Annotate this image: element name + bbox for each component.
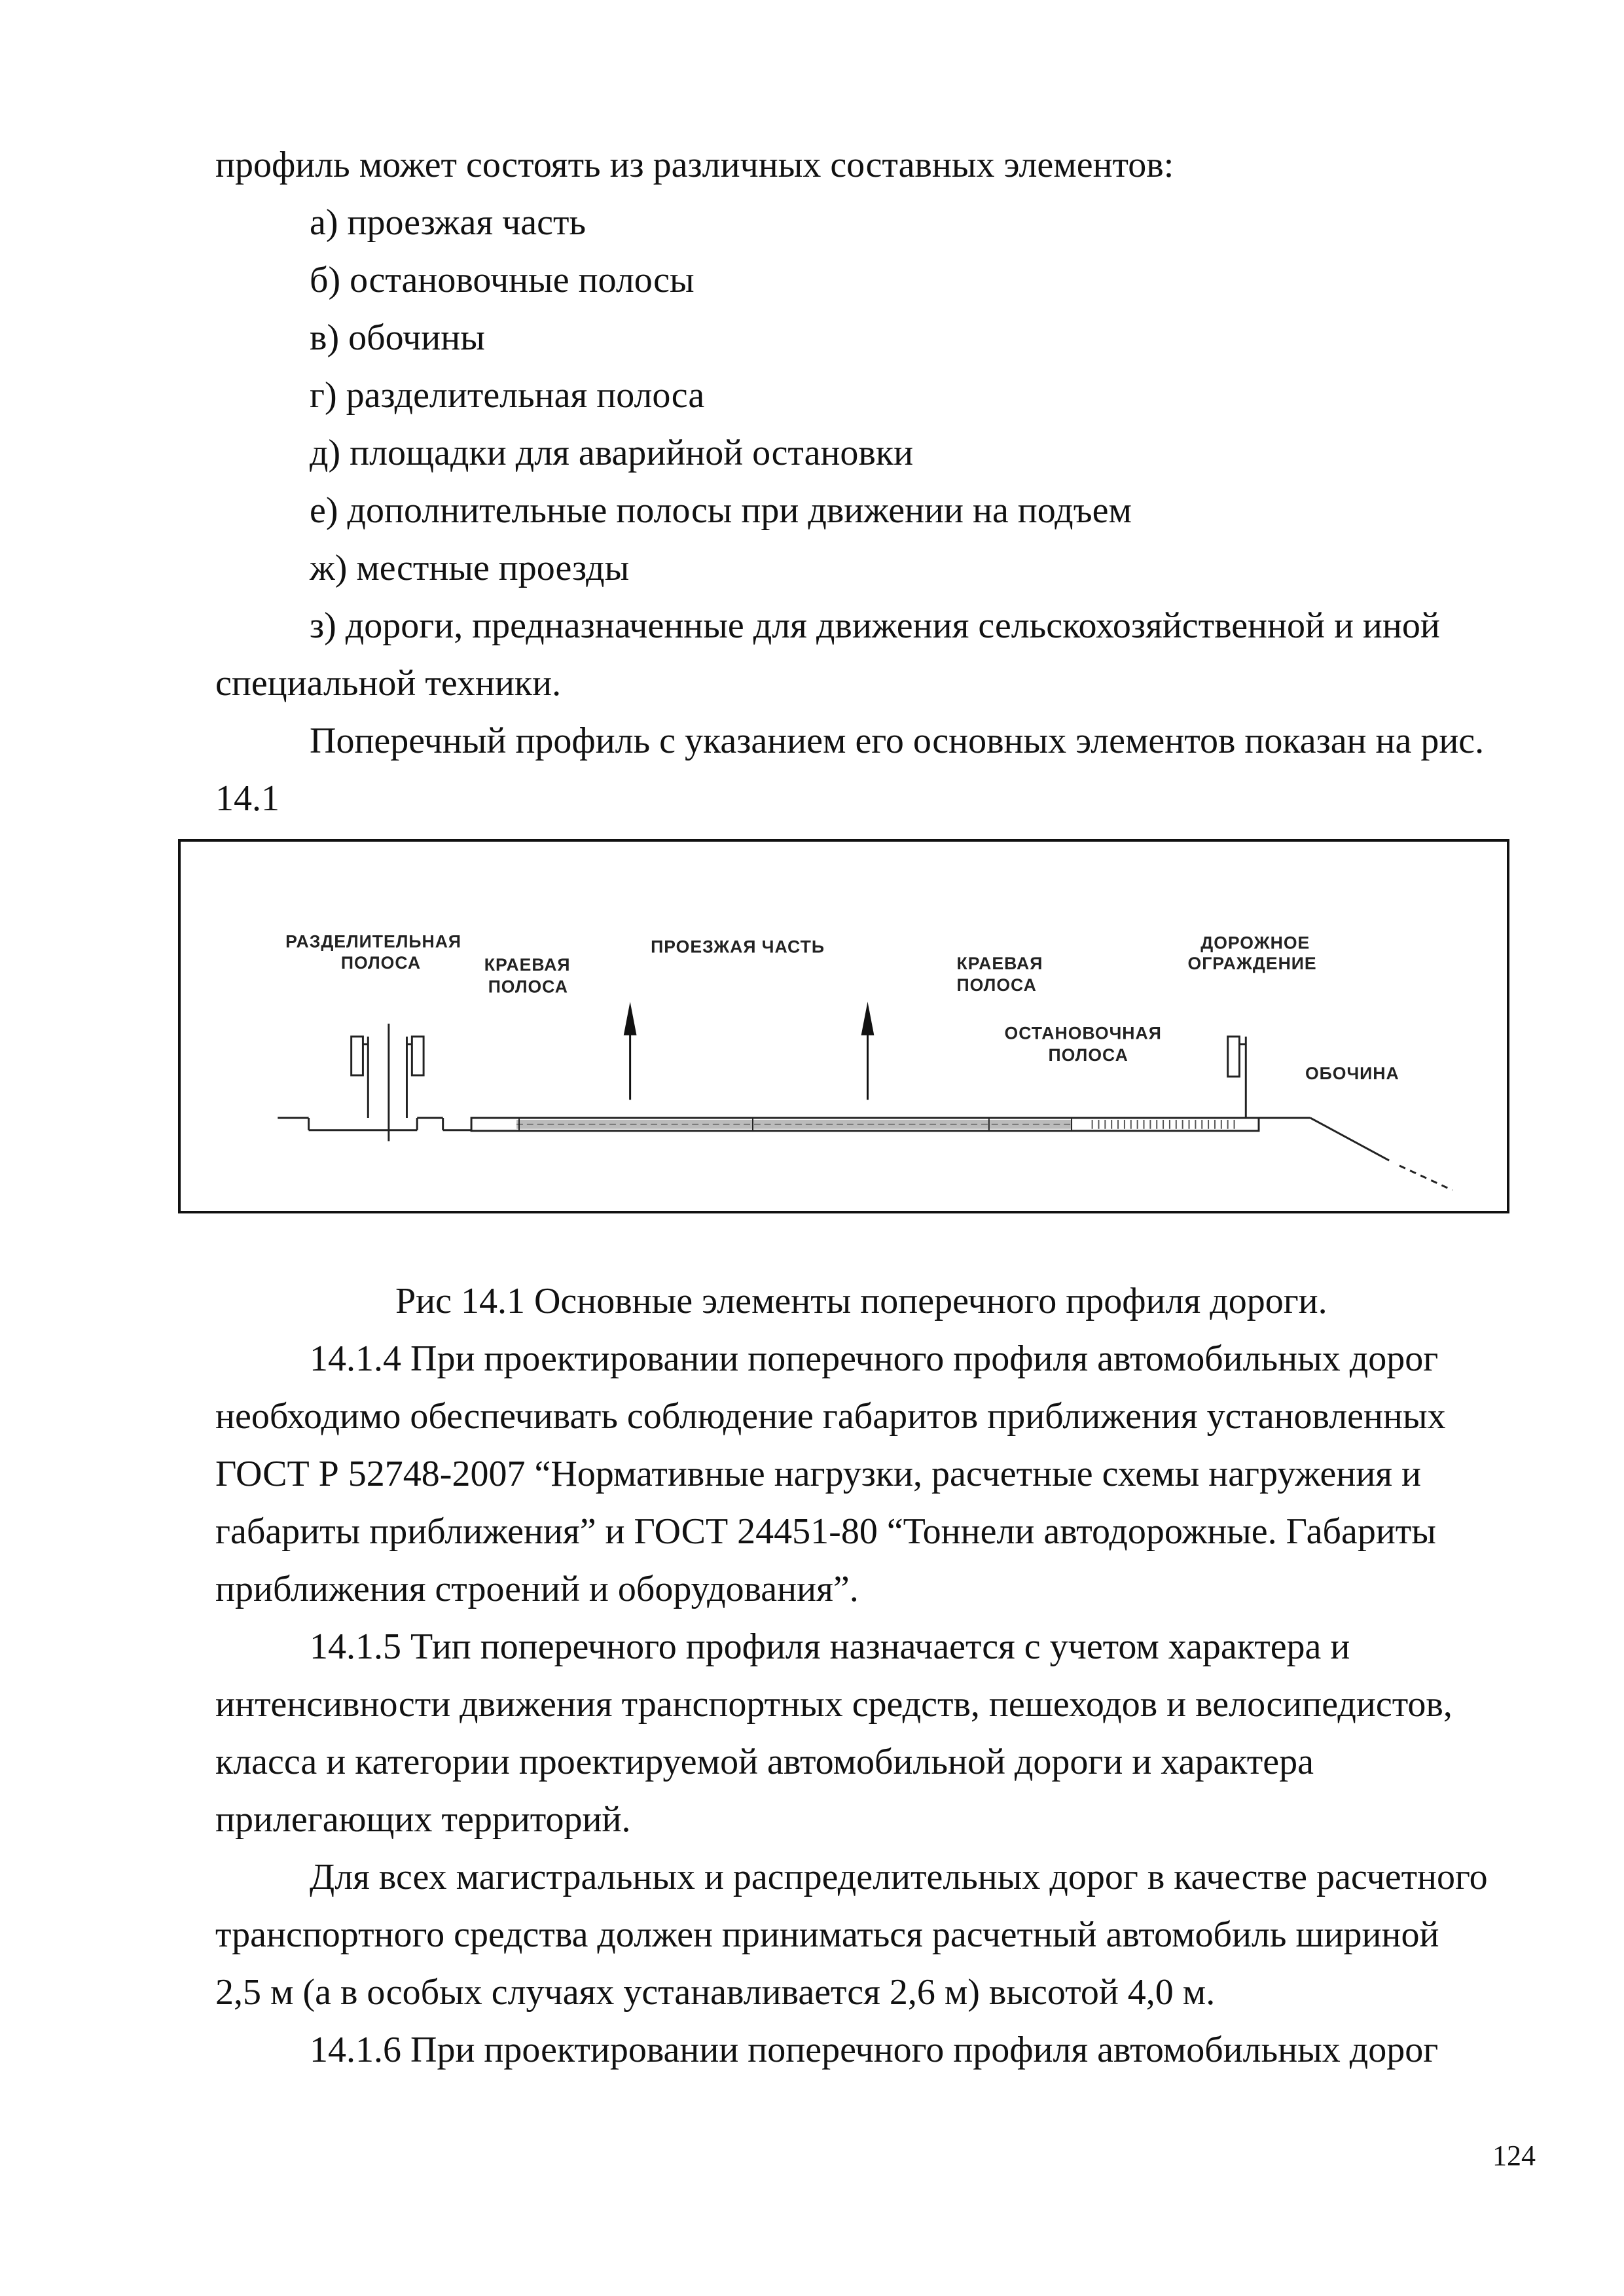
road-barrier (1228, 1037, 1246, 1118)
text-line: класса и категории проектируемой автомобильной дороги и характера (215, 1742, 1314, 1782)
list-item: е) дополнительные полосы при движении на подъем (310, 490, 1132, 531)
label-stopping-lane-line2: ПОЛОСА (1048, 1045, 1128, 1066)
text-line: габариты приближения” и ГОСТ 24451-80 “Тоннели автодорожные. Габариты (215, 1511, 1436, 1552)
label-carriageway: ПРОЕЗЖАЯ ЧАСТЬ (651, 937, 825, 957)
list-item: г) разделительная полоса (310, 375, 705, 416)
label-edge-strip-left-line2: ПОЛОСА (488, 977, 568, 997)
label-edge-strip-right-line2: ПОЛОСА (956, 975, 1037, 995)
text-line: 14.1.4 При проектировании поперечного профиля автомобильных дорог (310, 1338, 1439, 1379)
shoulder-slope (1259, 1118, 1453, 1190)
text-line: 14.1.6 При проектировании поперечного профиля автомобильных дорог (310, 2030, 1439, 2070)
label-edge-strip-left-line1: КРАЕВАЯ (484, 955, 571, 975)
text-line: Поперечный профиль с указанием его основных элементов показан на рис. (310, 721, 1485, 761)
list-item: д) площадки для аварийной остановки (310, 433, 914, 473)
stopping-lane-hatch (1092, 1120, 1235, 1129)
traffic-arrow-right-icon (861, 1002, 875, 1100)
road-surface (471, 1118, 1259, 1131)
text-line: необходимо обеспечивать соблюдение габаритов приближения установленных (215, 1396, 1446, 1437)
text-line: специальной техники. (215, 663, 562, 704)
page-number: 124 (1492, 2140, 1536, 2172)
label-stopping-lane-line1: ОСТАНОВОЧНАЯ (1004, 1023, 1162, 1043)
text-line: 2,5 м (а в особых случаях устанавливается 2,6 м) высотой 4,0 м. (215, 1972, 1216, 2013)
text-line: ГОСТ Р 52748-2007 “Нормативные нагрузки, расчетные схемы нагружения и (215, 1454, 1422, 1494)
text-line: Для всех магистральных и распределительных дорог в качестве расчетного (310, 1857, 1488, 1897)
cross-section-drawing (181, 842, 1507, 1211)
label-road-barrier-line2: ОГРАЖДЕНИЕ (1187, 954, 1317, 974)
traffic-arrow-left-icon (624, 1002, 637, 1100)
figure-road-cross-section (178, 839, 1509, 1213)
text-line: приближения строений и оборудования”. (215, 1569, 859, 1609)
list-item: ж) местные проезды (310, 548, 630, 588)
list-item: а) проезжая часть (310, 202, 586, 243)
text-line: интенсивности движения транспортных средств, пешеходов и велосипедистов, (215, 1684, 1453, 1725)
figure-caption: Рис 14.1 Основные элементы поперечного профиля дороги. (395, 1281, 1327, 1321)
text-line: 14.1.5 Тип поперечного профиля назначается с учетом характера и (310, 1626, 1350, 1667)
text-line: транспортного средства должен приниматься расчетный автомобиль шириной (215, 1914, 1439, 1955)
label-dividing-strip-line2: ПОЛОСА (340, 953, 422, 973)
label-edge-strip-right-line1: КРАЕВАЯ (956, 954, 1043, 974)
list-item: б) остановочные полосы (310, 260, 695, 300)
median-barrier (352, 1037, 424, 1118)
text-line: прилегающих территорий. (215, 1799, 631, 1840)
label-road-barrier-line1: ДОРОЖНОЕ (1200, 933, 1310, 953)
list-item: з) дороги, предназначенные для движения сельскохозяйственной и иной (310, 605, 1440, 646)
label-shoulder: ОБОЧИНА (1305, 1063, 1399, 1083)
dividing-strip-surface (278, 1118, 471, 1130)
list-item: в) обочины (310, 317, 485, 358)
text-line: профиль может состоять из различных составных элементов: (215, 145, 1174, 185)
text-line: 14.1 (215, 778, 280, 819)
label-dividing-strip-line1: РАЗДЕЛИТЕЛЬНАЯ (285, 931, 462, 952)
